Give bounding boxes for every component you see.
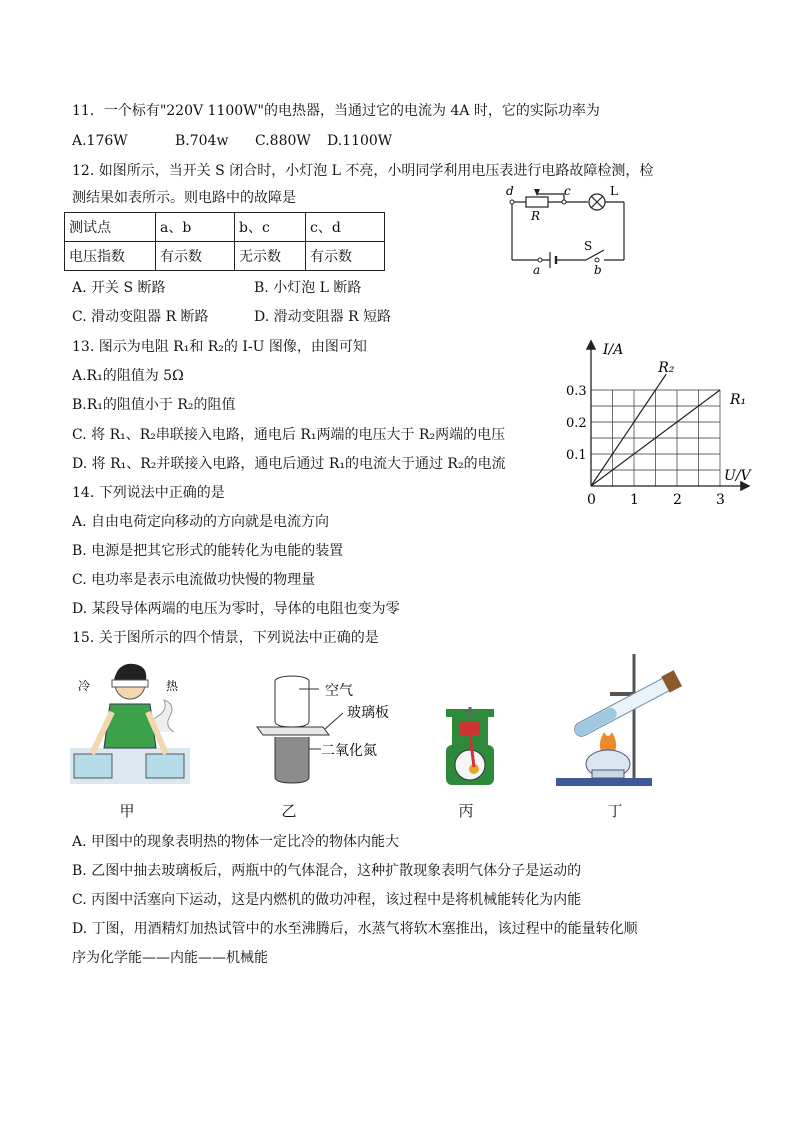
circuit-label-s: S <box>584 239 593 253</box>
q12-stem-line2: 测结果如表所示。则电路中的故障是 <box>72 190 296 206</box>
q13-option-c: C. 将 R₁、R₂串联接入电路，通电后 R₁两端的电压大于 R₂两端的电压 <box>72 427 506 443</box>
y-tick-label: 0.3 <box>566 384 587 399</box>
table-row <box>65 213 385 242</box>
q12-options-row1 <box>72 278 361 298</box>
series-label-r2: R₂ <box>658 360 675 376</box>
table-cell: 无示数 <box>235 242 306 271</box>
q15-option-c: C. 丙图中活塞向下运动，这是内燃机的做功冲程，该过程中是将机械能转化为内能 <box>72 892 582 908</box>
q11-stem: 11．一个标有"220V 1100W"的电热器，当通过它的电流为 4A 时，它的实际功率为 <box>72 103 600 119</box>
q11-option-a: A.176W <box>72 133 128 149</box>
q13-option-d: D. 将 R₁、R₂并联接入电路，通电后通过 R₁的电流大于通过 R₂的电流 <box>72 456 506 472</box>
q15-option-a: A. 甲图中的现象表明热的物体一定比冷的物体内能大 <box>72 834 400 850</box>
x-tick-label: 0 <box>587 492 596 508</box>
q12-options-row2 <box>72 307 391 327</box>
table-cell: 有示数 <box>156 242 235 271</box>
circuit-label-a: a <box>533 263 541 277</box>
table-cell: 有示数 <box>306 242 385 271</box>
x-axis-label: U/V <box>724 468 751 484</box>
q11-options <box>72 131 392 151</box>
q13-stem: 13. 图示为电阻 R₁和 R₂的 I-U 图像，由图可知 <box>72 339 367 355</box>
q14-stem: 14. 下列说法中正确的是 <box>72 485 225 501</box>
table-cell: b、c <box>235 213 306 242</box>
q12-option-b: B. 小灯泡 L 断路 <box>254 280 362 296</box>
iu-chart <box>548 336 758 508</box>
q15-stem: 15. 关于图所示的四个情景，下列说法中正确的是 <box>72 630 379 646</box>
q13-option-b: B.R₁的阻值小于 R₂的阻值 <box>72 397 236 413</box>
circuit-label-c: c <box>564 184 571 198</box>
table-cell: a、b <box>156 213 235 242</box>
q12-option-c: C. 滑动变阻器 R 断路 <box>72 309 209 325</box>
q11-option-d: D.1100W <box>327 133 393 149</box>
q14-option-c: C. 电功率是表示电流做功快慢的物理量 <box>72 572 316 588</box>
cold-label: 冷 <box>78 679 91 693</box>
q15-option-b: B. 乙图中抽去玻璃板后，两瓶中的气体混合，这种扩散现象表明气体分子是运动的 <box>72 863 582 879</box>
q12-circuit-diagram <box>500 180 640 280</box>
circuit-label-r: R <box>531 209 541 223</box>
hot-label: 热 <box>166 679 179 693</box>
table-cell: c、d <box>306 213 385 242</box>
caption-jia: 甲 <box>119 802 135 820</box>
q13-option-a: A.R₁的阻值为 5Ω <box>72 368 184 384</box>
q15-option-d-continued: 序为化学能——内能——机械能 <box>72 950 268 966</box>
q12-stem-line1: 12. 如图所示，当开关 S 闭合时，小灯泡 L 不亮，小明同学利用电压表进行电路故障检测，检 <box>72 163 654 179</box>
q14-option-b: B. 电源是把其它形式的能转化为电能的装置 <box>72 543 344 559</box>
caption-bing: 丙 <box>458 802 474 820</box>
caption-yi: 乙 <box>281 802 297 820</box>
figure-bing-engine <box>440 707 500 787</box>
x-tick-label: 3 <box>716 492 725 508</box>
series-line-r2 <box>591 374 666 486</box>
circuit-label-b: b <box>594 263 602 277</box>
caption-ding: 丁 <box>607 802 623 820</box>
circuit-label-l: L <box>610 184 618 198</box>
x-tick-label: 1 <box>630 492 639 508</box>
y-axis-label: I/A <box>603 342 624 358</box>
q12-option-a: A. 开关 S 断路 <box>72 280 166 296</box>
series-label-r1: R₁ <box>730 392 747 408</box>
q12-option-d: D. 滑动变阻器 R 短路 <box>254 309 392 325</box>
glass-plate-label: 玻璃板 <box>347 705 389 721</box>
q15-option-d: D. 丁图，用酒精灯加热试管中的水至沸腾后，水蒸气将软木塞推出，该过程中的能量转化顺 <box>72 921 638 937</box>
q12-test-table <box>64 212 385 271</box>
x-tick-label: 2 <box>673 492 682 508</box>
circuit-label-d: d <box>506 184 514 198</box>
table-cell: 测试点 <box>65 213 156 242</box>
y-tick-label: 0.1 <box>566 448 587 463</box>
figure-yi-diffusion-jars <box>255 667 405 787</box>
air-label: 空气 <box>325 683 353 699</box>
no2-label: 二氧化氮 <box>321 743 377 759</box>
q14-option-d: D. 某段导体两端的电压为零时，导体的电阻也变为零 <box>72 601 400 617</box>
table-row <box>65 242 385 271</box>
figure-ding-test-tube-heating <box>550 650 690 790</box>
y-tick-label: 0.2 <box>566 416 587 431</box>
q14-option-a: A. 自由电荷定向移动的方向就是电流方向 <box>72 514 330 530</box>
q11-option-c: C.880W <box>255 133 311 149</box>
figure-jia-hands-in-water <box>70 662 190 787</box>
table-cell: 电压指数 <box>65 242 156 271</box>
q11-option-b: B.704w <box>175 133 229 149</box>
